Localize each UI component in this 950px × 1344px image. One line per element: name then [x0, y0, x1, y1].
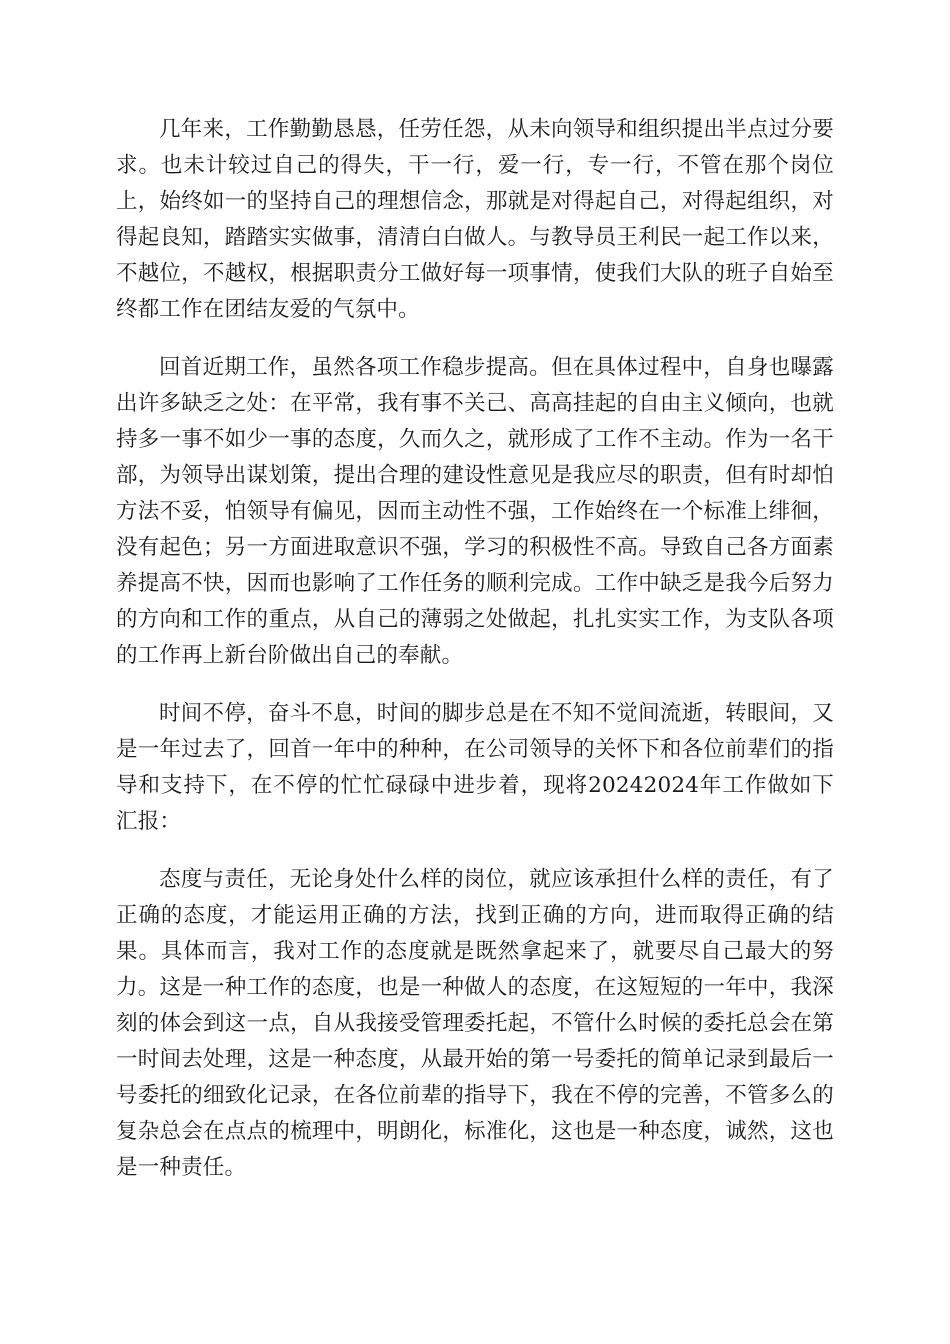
- paragraph-work-attitude: 几年来，工作勤勤恳恳，任劳任怨，从未向领导和组织提出半点过分要求。也未计较过自己的得失，干一行，爱一行，专一行，不管在那个岗位上，始终如一的坚持自己的理想信念，那就是对得起自己，对得起组织，对得起良知，踏踏实实做事，清清白白做人。与教导员王利民一起工作以来，不越位，不越权，根据职责分工做好每一项事情，使我们大队的班子自始至终都工作在团结友爱的气氛中。: [116, 117, 834, 322]
- paragraph-year-review: 时间不停，奋斗不息，时间的脚步总是在不知不觉间流逝，转眼间，又是一年过去了，回首一年中的种种，在公司领导的关怀下和各位前辈们的指导和支持下，在不停的忙忙碌碌中进步着，现将20242024年工作做如下汇报：: [116, 701, 834, 834]
- document-page: [116, 112, 834, 1208]
- paragraph-attitude-responsibility: 态度与责任，无论身处什么样的岗位，就应该承担什么样的责任，有了正确的态度，才能运用正确的方法，找到正确的方向，进而取得正确的结果。具体而言，我对工作的态度就是既然拿起来了，就要尽自己最大的努力。这是一种工作的态度，也是一种做人的态度，在这短短的一年中，我深刻的体会到这一点，自从我接受管理委托起，不管什么时候的委托总会在第一时间去处理，这是一种态度，从最开始的第一号委托的简单记录到最后一号委托的细致化记录，在各位前辈的指导下，我在不停的完善，不管多么的复杂总会在点点的梳理中，明朗化，标准化，这也是一种态度，诚然，这也是一种责任。: [116, 867, 834, 1180]
- paragraph-shortcomings: 回首近期工作，虽然各项工作稳步提高。但在具体过程中，自身也曝露出许多缺乏之处：在平常，我有事不关己、高高挂起的自由主义倾向，也就持多一事不如少一事的态度，久而久之，就形成了工作不主动。作为一名干部，为领导出谋划策，提出合理的建设性意见是我应尽的职责，但有时却怕方法不妥，怕领导有偏见，因而主动性不强，工作始终在一个标准上绯徊，没有起色；另一方面进取意识不强，学习的积极性不高。导致自己各方面素养提高不快，因而也影响了工作任务的顺利完成。工作中缺乏是我今后努力的方向和工作的重点，从自己的薄弱之处做起，扎扎实实工作，为支队各项的工作再上新台阶做出自己的奉献。: [116, 355, 834, 668]
